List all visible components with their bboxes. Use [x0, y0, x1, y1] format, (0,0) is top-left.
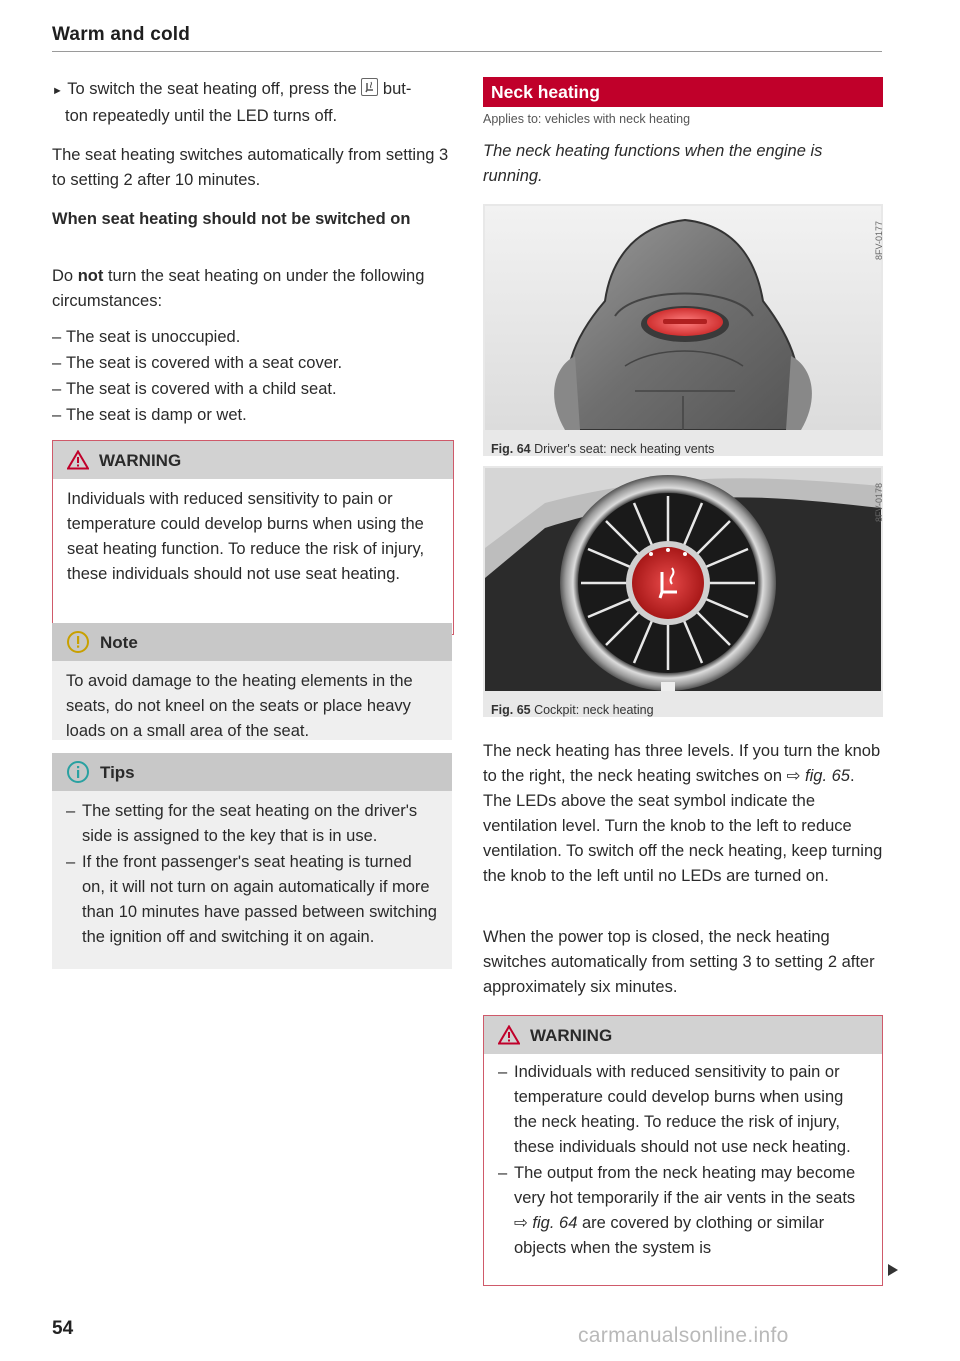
tips-header: Tips	[52, 753, 452, 791]
figure-reference-link[interactable]: fig. 64	[532, 1214, 578, 1232]
note-exclamation-icon	[66, 630, 90, 654]
warning-list	[498, 1060, 868, 1261]
figure-64	[483, 204, 883, 456]
header-rule	[52, 51, 882, 52]
warning-header: WARNING	[484, 1016, 882, 1054]
warning-triangle-icon	[67, 450, 89, 470]
cockpit-neck-heating-image	[485, 468, 881, 691]
note-text: To avoid damage to the heating elements in the seats, do not kneel on the seats or place heavy loads on a small area of the seat.	[52, 661, 452, 740]
neck-warning-box	[483, 1015, 883, 1286]
figure-reference-link[interactable]: fig. 65	[805, 767, 850, 785]
figure-caption: Fig. 64 Driver's seat: neck heating vents	[491, 442, 715, 456]
power-top-text: When the power top is closed, the neck heating switches automatically from setting 3 to setting 2 after approximately six minutes.	[483, 928, 875, 996]
continue-arrow-icon	[886, 1263, 900, 1277]
auto-switch-text: The seat heating switches automatically from setting 3 to setting 2 after 10 minutes.	[52, 146, 449, 189]
list-item: – If the front passenger's seat heating is turned on, it will not turn on again automatically if more than 10 minutes have passed between switching the ignition off and switching it on again.	[66, 850, 438, 950]
tips-box	[52, 753, 452, 969]
list-item: – The output from the neck heating may become very hot temporarily if the air vents in the seats ⇨ fig. 64 are covered by clothing or similar objects when the system is	[498, 1161, 868, 1261]
warning-text: Individuals with reduced sensitivity to pain or temperature could develop burns when using the seat heating function. To reduce the risk of injury, these individuals should not use seat heating.	[53, 479, 453, 634]
reference-arrow-icon: ⇨	[786, 767, 801, 785]
subheading-not-switched-on: When seat heating should not be switched on	[52, 210, 411, 228]
page-number: 54	[52, 1318, 74, 1339]
note-box	[52, 623, 452, 740]
list-item: – The seat is unoccupied.	[52, 325, 452, 350]
applies-to: Applies to: vehicles with neck heating	[483, 112, 691, 126]
switch-off-instruction: ► To switch the seat heating off, press the but- ton repeatedly until the LED turns off.	[52, 80, 412, 125]
warning-box	[52, 440, 454, 635]
figure-65	[483, 466, 883, 717]
tips-body	[52, 791, 452, 969]
reference-arrow-icon: ⇨	[514, 1214, 528, 1232]
figure-caption: Fig. 65 Cockpit: neck heating	[491, 703, 654, 717]
circumstances-intro: Do not turn the seat heating on under the following circumstances:	[52, 267, 425, 310]
list-item: – The setting for the seat heating on the driver's side is assigned to the key that is in use.	[66, 799, 438, 849]
circumstances-list	[52, 325, 452, 428]
seat-heating-button-icon	[361, 78, 378, 96]
warning-header: WARNING	[53, 441, 453, 479]
figure-code: 8FV-0178	[874, 482, 884, 522]
warning-body	[484, 1054, 882, 1267]
neck-heating-levels-text: The neck heating has three levels. If you turn the knob to the right, the neck heating switches on ⇨ fig. 65. The LEDs above the seat symbol indicate the ventilation level. Turn the knob to the left to reduce ventilation. To switch off the neck heating, keep turning the knob to the left until no LEDs are turned on.	[483, 742, 883, 885]
note-header: Note	[52, 623, 452, 661]
list-item: – The seat is covered with a seat cover.	[52, 351, 452, 376]
seat-neck-vent-image	[485, 206, 881, 430]
list-item: – Individuals with reduced sensitivity to pain or temperature could develop burns when using the neck heating. To reduce the risk of injury, these individuals should not use neck heating.	[498, 1060, 868, 1160]
section-header: Warm and cold	[52, 24, 191, 45]
neck-heating-intro: The neck heating functions when the engine is running.	[483, 142, 823, 185]
info-icon	[66, 760, 90, 784]
tips-list	[66, 799, 438, 950]
neck-heating-title: Neck heating	[483, 77, 883, 107]
list-item: – The seat is damp or wet.	[52, 403, 452, 428]
watermark: carmanualsonline.info	[578, 1324, 789, 1347]
list-item: – The seat is covered with a child seat.	[52, 377, 452, 402]
figure-code: 8FV-0177	[874, 220, 884, 260]
triangle-bullet-icon: ►	[52, 85, 63, 97]
warning-triangle-icon	[498, 1025, 520, 1045]
